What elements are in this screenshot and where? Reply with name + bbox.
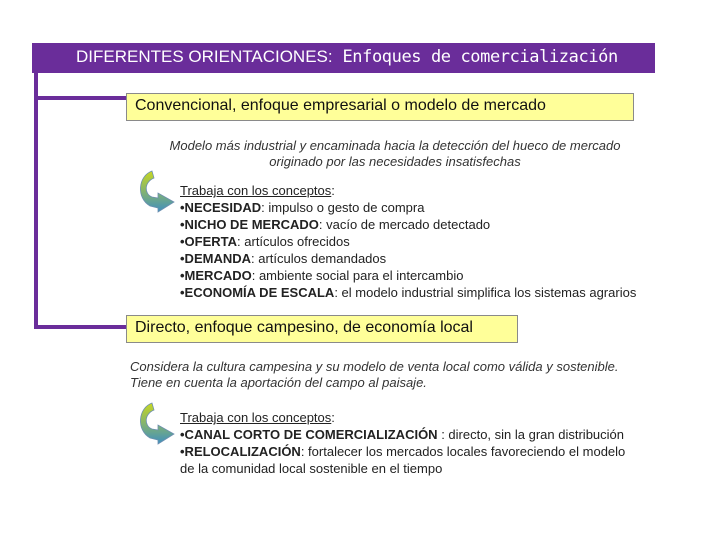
page-title <box>76 47 618 67</box>
connector-vertical <box>34 73 38 329</box>
list-item: •RELOCALIZACIÓN: fortalecer los mercados locales favoreciendo el modelo <box>180 444 626 459</box>
curved-arrow-icon <box>134 400 180 446</box>
section-2-concepts-heading: Trabaja con los conceptos: <box>180 410 335 425</box>
section-2-description-line-1: Considera la cultura campesina y su modelo de venta local como válida y sostenible. <box>130 359 619 374</box>
section-2-heading: Directo, enfoque campesino, de economía local <box>126 315 518 343</box>
curved-arrow-icon <box>134 168 180 214</box>
section-1-heading: Convencional, enfoque empresarial o modelo de mercado <box>126 93 634 121</box>
title-part-2: Enfoques de comercialización <box>332 47 618 67</box>
list-item-continuation: de la comunidad local sostenible en el tiempo <box>180 461 443 476</box>
section-2-description-line-2: Tiene en cuenta la aportación del campo al paisaje. <box>130 375 427 390</box>
list-item: •OFERTA: artículos ofrecidos <box>180 234 350 249</box>
title-part-1: DIFERENTES ORIENTACIONES: <box>76 47 333 66</box>
section-1-description <box>140 138 650 170</box>
connector-to-section-1 <box>34 96 126 100</box>
list-item: •NECESIDAD: impulso o gesto de compra <box>180 200 425 215</box>
section-1-concepts-heading: Trabaja con los conceptos: <box>180 183 335 198</box>
connector-to-section-2 <box>34 325 126 329</box>
list-item: •CANAL CORTO DE COMERCIALIZACIÓN : directo, sin la gran distribución <box>180 427 625 442</box>
section-2-concepts <box>180 409 625 477</box>
section-1-description-line-1: Modelo más industrial y encaminada hacia la detección del hueco de mercado <box>169 138 621 153</box>
title-bar <box>32 43 655 73</box>
list-item: •NICHO DE MERCADO: vacío de mercado detectado <box>180 217 491 232</box>
section-2-description <box>130 359 690 391</box>
section-1-description-line-2: originado por las necesidades insatisfechas <box>269 154 521 169</box>
list-item: •ECONOMÍA DE ESCALA: el modelo industrial simplifica los sistemas agrarios <box>180 285 637 300</box>
section-1-concepts <box>180 182 636 301</box>
list-item: •DEMANDA: artículos demandados <box>180 251 387 266</box>
list-item: •MERCADO: ambiente social para el intercambio <box>180 268 464 283</box>
